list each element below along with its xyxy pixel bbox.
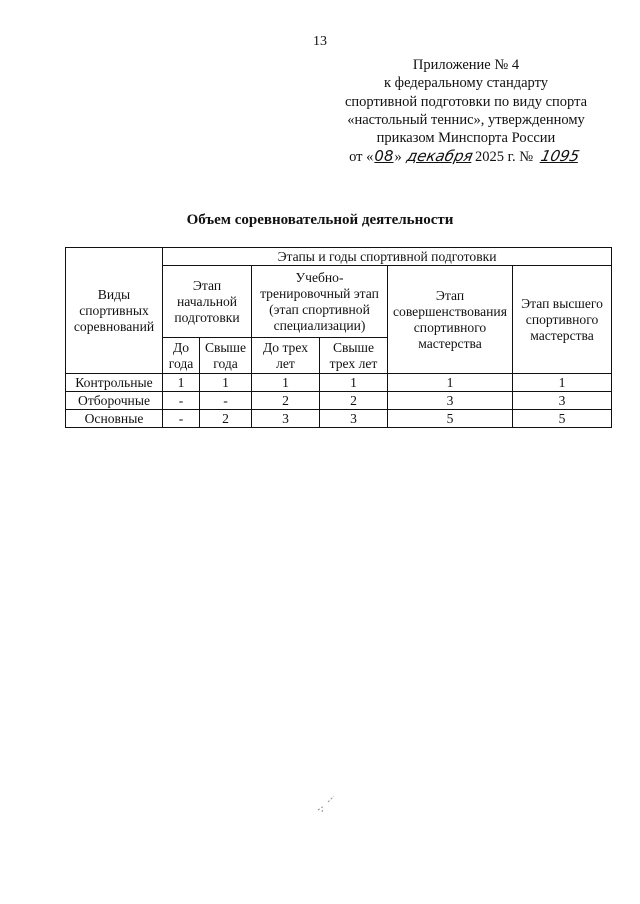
table-cell: 2 [320,392,388,410]
scan-mark-icon [314,790,340,816]
table-cell: 1 [200,374,252,392]
subheader-up-to-year: До года [163,338,200,374]
table-row [66,410,612,428]
col-header-training-stage: Учебно-тренировочный этап (этап спортивной специализации) [252,266,388,338]
table-cell: - [163,392,200,410]
subheader-over-year: Свыше года [200,338,252,374]
table-cell: 3 [252,410,320,428]
row-label: Основные [66,410,163,428]
subheader-over-three-years: Свыше трех лет [320,338,388,374]
handwritten-order-number: 1095 [538,147,581,166]
col-header-stages: Этапы и годы спортивной подготовки [163,248,612,266]
appendix-header [330,56,602,167]
document-title: Объем соревновательной деятельности [186,212,454,228]
table-cell: 1 [163,374,200,392]
row-label: Отборочные [66,392,163,410]
date-prefix: от « [349,149,374,166]
table-row [66,374,612,392]
col-header-competition-type: Виды спортивных соревнований [66,248,163,374]
appendix-line-standard: к федеральному стандарту [384,75,548,92]
appendix-line-order: приказом Минспорта России [376,130,556,147]
competition-volume-table [65,247,612,428]
row-label: Контрольные [66,374,163,392]
subheader-up-to-three-years: До трех лет [252,338,320,374]
handwritten-month: декабря [405,147,475,166]
col-header-initial-stage: Этап начальной подготовки [163,266,252,338]
handwritten-day: 08 [374,147,394,166]
table-cell: - [163,410,200,428]
appendix-date-line [330,147,602,166]
appendix-line-approved: «настольный теннис», утвержденному [347,111,585,128]
table-cell: 1 [252,374,320,392]
table-cell: 1 [513,374,612,392]
table-row [66,392,612,410]
appendix-line-sport: спортивной подготовки по виду спорта [344,93,588,110]
table-cell: 2 [252,392,320,410]
table-cell: 3 [388,392,513,410]
table-cell: 3 [513,392,612,410]
table-cell: 5 [388,410,513,428]
date-year: 2025 г. № [475,149,534,166]
appendix-title: Приложение № 4 [412,57,520,73]
date-mid: » [394,149,402,166]
table-cell: 5 [513,410,612,428]
col-header-higher-stage: Этап высшего спортивного мастерства [513,266,612,374]
table-cell: - [200,392,252,410]
table-cell: 3 [320,410,388,428]
table-cell: 2 [200,410,252,428]
page-number: 13 [313,34,327,49]
col-header-improvement-stage: Этап совершенствования спортивного мастерства [388,266,513,374]
table-cell: 1 [320,374,388,392]
table-cell: 1 [388,374,513,392]
table-header-row [66,248,612,266]
